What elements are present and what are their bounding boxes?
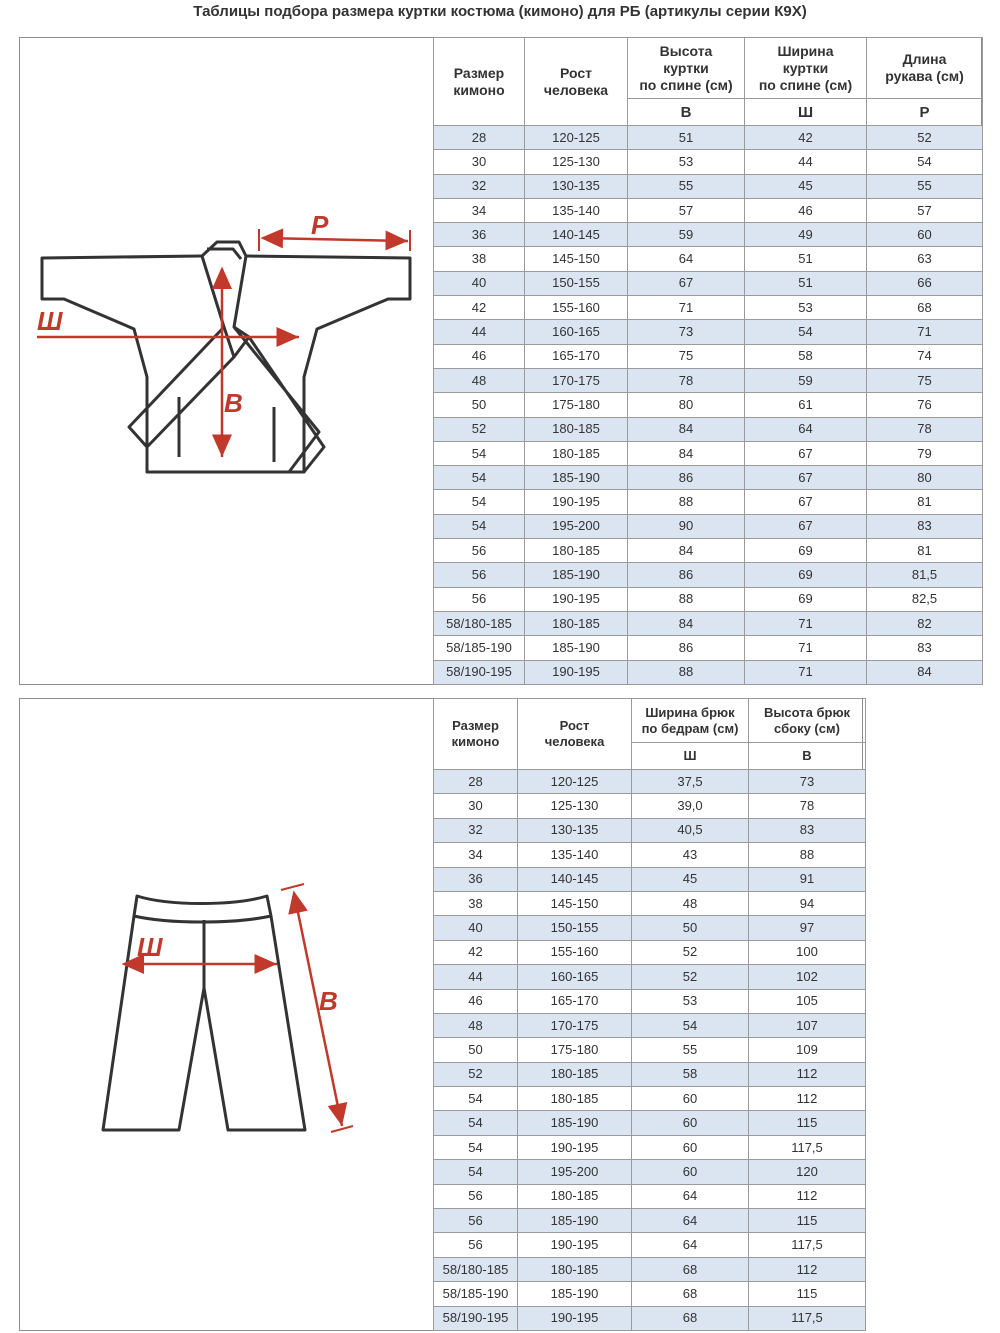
width-label: Ш xyxy=(37,306,63,336)
table-cell: 52 xyxy=(632,965,749,989)
table-cell: 83 xyxy=(749,818,866,842)
table-cell: 140-145 xyxy=(525,223,628,247)
header-letter-sh: Ш xyxy=(745,99,867,126)
table-cell: 112 xyxy=(749,1062,866,1086)
table-row xyxy=(434,514,983,538)
table-cell: 185-190 xyxy=(525,466,628,490)
table-cell: 63 xyxy=(867,247,983,271)
pants-header-height: Рост человека xyxy=(518,699,632,770)
table-row xyxy=(434,1135,866,1159)
table-cell: 155-160 xyxy=(518,940,632,964)
table-cell: 190-195 xyxy=(518,1233,632,1257)
table-cell: 84 xyxy=(867,660,983,684)
table-cell: 94 xyxy=(749,891,866,915)
table-row xyxy=(434,417,983,441)
table-row xyxy=(434,940,866,964)
table-row xyxy=(434,1087,866,1111)
table-cell: 64 xyxy=(632,1209,749,1233)
table-cell: 112 xyxy=(749,1257,866,1281)
table-cell: 112 xyxy=(749,1087,866,1111)
table-cell: 61 xyxy=(745,393,867,417)
table-cell: 160-165 xyxy=(518,965,632,989)
table-row xyxy=(434,1306,866,1330)
table-cell: 44 xyxy=(434,965,518,989)
table-cell: 54 xyxy=(434,466,525,490)
table-cell: 58/180-185 xyxy=(434,611,525,635)
table-cell: 64 xyxy=(628,247,745,271)
table-row xyxy=(434,1038,866,1062)
sleeve-label: Р xyxy=(311,210,329,240)
table-cell: 155-160 xyxy=(525,296,628,320)
table-cell: 84 xyxy=(628,611,745,635)
table-cell: 115 xyxy=(749,1282,866,1306)
table-cell: 54 xyxy=(632,1013,749,1037)
table-cell: 125-130 xyxy=(518,794,632,818)
table-cell: 45 xyxy=(745,174,867,198)
header-back-width: Ширина куртки по спине (см) xyxy=(745,38,867,99)
table-cell: 48 xyxy=(434,1013,518,1037)
table-cell: 190-195 xyxy=(518,1306,632,1330)
table-cell: 84 xyxy=(628,539,745,563)
pants-header-letter-b: В xyxy=(749,743,866,770)
table-cell: 86 xyxy=(628,636,745,660)
table-row xyxy=(434,660,983,684)
table-cell: 125-130 xyxy=(525,150,628,174)
table-cell: 48 xyxy=(632,891,749,915)
table-row xyxy=(434,916,866,940)
table-row xyxy=(434,891,866,915)
table-cell: 58 xyxy=(632,1062,749,1086)
table-cell: 165-170 xyxy=(518,989,632,1013)
header-letter-b: В xyxy=(628,99,745,126)
table-cell: 78 xyxy=(749,794,866,818)
table-row xyxy=(434,198,983,222)
table-cell: 46 xyxy=(434,344,525,368)
table-row xyxy=(434,1257,866,1281)
table-cell: 102 xyxy=(749,965,866,989)
table-row xyxy=(434,223,983,247)
table-row xyxy=(434,247,983,271)
table-cell: 130-135 xyxy=(525,174,628,198)
table-cell: 185-190 xyxy=(525,563,628,587)
table-cell: 58/190-195 xyxy=(434,1306,518,1330)
table-cell: 54 xyxy=(434,1160,518,1184)
table-row xyxy=(434,1111,866,1135)
pants-header-hip-width: Ширина брюк по бедрам (см) xyxy=(632,699,749,743)
table-row xyxy=(434,1282,866,1306)
table-cell: 34 xyxy=(434,198,525,222)
table-row xyxy=(434,150,983,174)
table-row xyxy=(434,441,983,465)
table-cell: 45 xyxy=(632,867,749,891)
pants-header-letter-sh: Ш xyxy=(632,743,749,770)
table-cell: 56 xyxy=(434,1209,518,1233)
table-cell: 88 xyxy=(628,490,745,514)
table-cell: 71 xyxy=(745,660,867,684)
table-cell: 112 xyxy=(749,1184,866,1208)
table-cell: 43 xyxy=(632,843,749,867)
table-cell: 180-185 xyxy=(518,1087,632,1111)
table-cell: 50 xyxy=(434,393,525,417)
table-cell: 64 xyxy=(632,1233,749,1257)
table-cell: 67 xyxy=(745,490,867,514)
pants-header-size: Размер кимоно xyxy=(434,699,518,770)
table-cell: 190-195 xyxy=(525,587,628,611)
jacket-size-table xyxy=(433,37,983,685)
table-cell: 90 xyxy=(628,514,745,538)
table-cell: 84 xyxy=(628,441,745,465)
table-cell: 53 xyxy=(628,150,745,174)
table-cell: 68 xyxy=(867,296,983,320)
table-row xyxy=(434,344,983,368)
table-cell: 42 xyxy=(434,296,525,320)
table-cell: 68 xyxy=(632,1282,749,1306)
table-row xyxy=(434,989,866,1013)
table-row xyxy=(434,393,983,417)
table-cell: 48 xyxy=(434,368,525,392)
table-cell: 44 xyxy=(745,150,867,174)
table-cell: 44 xyxy=(434,320,525,344)
table-cell: 79 xyxy=(867,441,983,465)
table-cell: 52 xyxy=(434,1062,518,1086)
table-row xyxy=(434,368,983,392)
table-cell: 58/185-190 xyxy=(434,636,525,660)
table-cell: 60 xyxy=(632,1160,749,1184)
table-cell: 78 xyxy=(867,417,983,441)
table-cell: 83 xyxy=(867,514,983,538)
table-cell: 56 xyxy=(434,563,525,587)
table-cell: 64 xyxy=(632,1184,749,1208)
table-cell: 56 xyxy=(434,539,525,563)
table-cell: 51 xyxy=(745,247,867,271)
table-cell: 54 xyxy=(867,150,983,174)
table-cell: 75 xyxy=(628,344,745,368)
table-cell: 170-175 xyxy=(525,368,628,392)
table-cell: 57 xyxy=(867,198,983,222)
table-cell: 140-145 xyxy=(518,867,632,891)
table-cell: 60 xyxy=(632,1087,749,1111)
table-cell: 175-180 xyxy=(518,1038,632,1062)
table-cell: 120-125 xyxy=(518,770,632,794)
table-cell: 36 xyxy=(434,867,518,891)
table-cell: 55 xyxy=(628,174,745,198)
table-cell: 180-185 xyxy=(525,611,628,635)
table-cell: 73 xyxy=(628,320,745,344)
table-cell: 54 xyxy=(434,1087,518,1111)
table-cell: 32 xyxy=(434,174,525,198)
table-cell: 37,5 xyxy=(632,770,749,794)
table-row xyxy=(434,1233,866,1257)
table-cell: 71 xyxy=(867,320,983,344)
height-label: В xyxy=(224,388,243,418)
table-cell: 57 xyxy=(628,198,745,222)
table-cell: 84 xyxy=(628,417,745,441)
table-cell: 190-195 xyxy=(525,490,628,514)
table-cell: 82,5 xyxy=(867,587,983,611)
table-cell: 52 xyxy=(867,126,983,150)
table-cell: 52 xyxy=(632,940,749,964)
table-cell: 130-135 xyxy=(518,818,632,842)
table-cell: 39,0 xyxy=(632,794,749,818)
table-cell: 28 xyxy=(434,770,518,794)
table-cell: 135-140 xyxy=(525,198,628,222)
table-cell: 105 xyxy=(749,989,866,1013)
header-size: Размер кимоно xyxy=(434,38,525,126)
table-cell: 100 xyxy=(749,940,866,964)
table-cell: 78 xyxy=(628,368,745,392)
table-cell: 117,5 xyxy=(749,1306,866,1330)
table-cell: 67 xyxy=(745,441,867,465)
table-cell: 83 xyxy=(867,636,983,660)
header-back-height: Высота куртки по спине (см) xyxy=(628,38,745,99)
table-cell: 58/180-185 xyxy=(434,1257,518,1281)
table-row xyxy=(434,587,983,611)
table-cell: 40 xyxy=(434,271,525,295)
table-cell: 185-190 xyxy=(518,1282,632,1306)
table-cell: 69 xyxy=(745,563,867,587)
jacket-illustration xyxy=(19,37,433,685)
table-cell: 52 xyxy=(434,417,525,441)
pants-height-label: В xyxy=(319,986,338,1016)
table-row xyxy=(434,1209,866,1233)
table-cell: 59 xyxy=(628,223,745,247)
table-cell: 73 xyxy=(749,770,866,794)
table-cell: 109 xyxy=(749,1038,866,1062)
table-cell: 145-150 xyxy=(525,247,628,271)
table-cell: 50 xyxy=(632,916,749,940)
table-row xyxy=(434,320,983,344)
table-cell: 135-140 xyxy=(518,843,632,867)
table-cell: 180-185 xyxy=(525,539,628,563)
table-cell: 68 xyxy=(632,1306,749,1330)
header-sleeve: Длина рукава (см) xyxy=(867,38,983,99)
table-cell: 54 xyxy=(434,1135,518,1159)
table-cell: 145-150 xyxy=(518,891,632,915)
table-cell: 160-165 xyxy=(525,320,628,344)
table-cell: 53 xyxy=(745,296,867,320)
table-row xyxy=(434,296,983,320)
table-cell: 36 xyxy=(434,223,525,247)
table-cell: 58/185-190 xyxy=(434,1282,518,1306)
table-row xyxy=(434,174,983,198)
table-cell: 81 xyxy=(867,490,983,514)
table-row xyxy=(434,965,866,989)
table-cell: 120-125 xyxy=(525,126,628,150)
table-cell: 60 xyxy=(632,1135,749,1159)
jacket-outline xyxy=(42,242,410,472)
table-row xyxy=(434,126,983,150)
table-row xyxy=(434,563,983,587)
table-cell: 54 xyxy=(434,1111,518,1135)
table-row xyxy=(434,636,983,660)
table-cell: 28 xyxy=(434,126,525,150)
table-cell: 32 xyxy=(434,818,518,842)
pants-size-table xyxy=(433,698,866,1331)
table-cell: 150-155 xyxy=(518,916,632,940)
table-cell: 81 xyxy=(867,539,983,563)
table-cell: 55 xyxy=(867,174,983,198)
table-cell: 165-170 xyxy=(525,344,628,368)
table-row xyxy=(434,1184,866,1208)
table-row xyxy=(434,611,983,635)
table-cell: 64 xyxy=(745,417,867,441)
pants-width-label: Ш xyxy=(137,932,163,962)
table-cell: 195-200 xyxy=(518,1160,632,1184)
table-cell: 54 xyxy=(434,490,525,514)
table-cell: 71 xyxy=(745,611,867,635)
table-cell: 88 xyxy=(749,843,866,867)
table-row xyxy=(434,794,866,818)
table-cell: 46 xyxy=(745,198,867,222)
table-cell: 88 xyxy=(628,660,745,684)
table-cell: 30 xyxy=(434,150,525,174)
table-cell: 190-195 xyxy=(518,1135,632,1159)
table-cell: 117,5 xyxy=(749,1233,866,1257)
table-cell: 60 xyxy=(867,223,983,247)
table-cell: 185-190 xyxy=(518,1111,632,1135)
table-cell: 107 xyxy=(749,1013,866,1037)
table-row xyxy=(434,271,983,295)
page-title: Таблицы подбора размера куртки костюма (кимоно) для РБ (артикулы серии К9Х) xyxy=(193,3,807,20)
table-cell: 71 xyxy=(628,296,745,320)
table-row xyxy=(434,539,983,563)
sleeve-arrow xyxy=(263,238,408,241)
pants-header-side-height: Высота брюк сбоку (см) xyxy=(749,699,866,743)
table-cell: 54 xyxy=(434,441,525,465)
table-cell: 67 xyxy=(628,271,745,295)
table-cell: 75 xyxy=(867,368,983,392)
table-cell: 175-180 xyxy=(525,393,628,417)
table-cell: 97 xyxy=(749,916,866,940)
table-cell: 54 xyxy=(434,514,525,538)
table-cell: 115 xyxy=(749,1209,866,1233)
table-cell: 190-195 xyxy=(525,660,628,684)
table-cell: 74 xyxy=(867,344,983,368)
table-cell: 150-155 xyxy=(525,271,628,295)
table-cell: 80 xyxy=(628,393,745,417)
table-cell: 60 xyxy=(632,1111,749,1135)
table-cell: 69 xyxy=(745,587,867,611)
table-cell: 42 xyxy=(745,126,867,150)
pants-illustration xyxy=(19,698,433,1331)
header-letter-r: Р xyxy=(867,99,983,126)
table-cell: 180-185 xyxy=(525,417,628,441)
table-cell: 82 xyxy=(867,611,983,635)
table-cell: 88 xyxy=(628,587,745,611)
table-cell: 71 xyxy=(745,636,867,660)
table-cell: 120 xyxy=(749,1160,866,1184)
table-cell: 81,5 xyxy=(867,563,983,587)
table-cell: 40,5 xyxy=(632,818,749,842)
table-cell: 59 xyxy=(745,368,867,392)
table-row xyxy=(434,1062,866,1086)
table-cell: 49 xyxy=(745,223,867,247)
table-row xyxy=(434,1160,866,1184)
table-row xyxy=(434,867,866,891)
table-cell: 180-185 xyxy=(518,1257,632,1281)
table-cell: 66 xyxy=(867,271,983,295)
table-cell: 42 xyxy=(434,940,518,964)
table-cell: 58/190-195 xyxy=(434,660,525,684)
table-cell: 38 xyxy=(434,247,525,271)
table-cell: 115 xyxy=(749,1111,866,1135)
table-cell: 46 xyxy=(434,989,518,1013)
table-cell: 38 xyxy=(434,891,518,915)
table-row xyxy=(434,466,983,490)
table-cell: 180-185 xyxy=(525,441,628,465)
table-cell: 58 xyxy=(745,344,867,368)
table-cell: 50 xyxy=(434,1038,518,1062)
header-height: Рост человека xyxy=(525,38,628,126)
table-row xyxy=(434,490,983,514)
table-cell: 185-190 xyxy=(518,1209,632,1233)
table-cell: 53 xyxy=(632,989,749,1013)
table-cell: 195-200 xyxy=(525,514,628,538)
table-cell: 180-185 xyxy=(518,1184,632,1208)
table-cell: 56 xyxy=(434,587,525,611)
table-cell: 69 xyxy=(745,539,867,563)
table-cell: 51 xyxy=(628,126,745,150)
table-cell: 34 xyxy=(434,843,518,867)
table-row xyxy=(434,1013,866,1037)
table-cell: 40 xyxy=(434,916,518,940)
table-cell: 86 xyxy=(628,563,745,587)
table-cell: 56 xyxy=(434,1233,518,1257)
table-cell: 67 xyxy=(745,514,867,538)
table-cell: 117,5 xyxy=(749,1135,866,1159)
table-row xyxy=(434,770,866,794)
table-cell: 180-185 xyxy=(518,1062,632,1086)
table-cell: 76 xyxy=(867,393,983,417)
table-cell: 51 xyxy=(745,271,867,295)
table-row xyxy=(434,843,866,867)
table-cell: 30 xyxy=(434,794,518,818)
table-cell: 67 xyxy=(745,466,867,490)
table-cell: 68 xyxy=(632,1257,749,1281)
table-cell: 86 xyxy=(628,466,745,490)
table-cell: 91 xyxy=(749,867,866,891)
table-cell: 55 xyxy=(632,1038,749,1062)
table-cell: 80 xyxy=(867,466,983,490)
table-cell: 170-175 xyxy=(518,1013,632,1037)
table-cell: 54 xyxy=(745,320,867,344)
table-cell: 185-190 xyxy=(525,636,628,660)
table-cell: 56 xyxy=(434,1184,518,1208)
table-row xyxy=(434,818,866,842)
pants-outline xyxy=(103,896,305,1130)
